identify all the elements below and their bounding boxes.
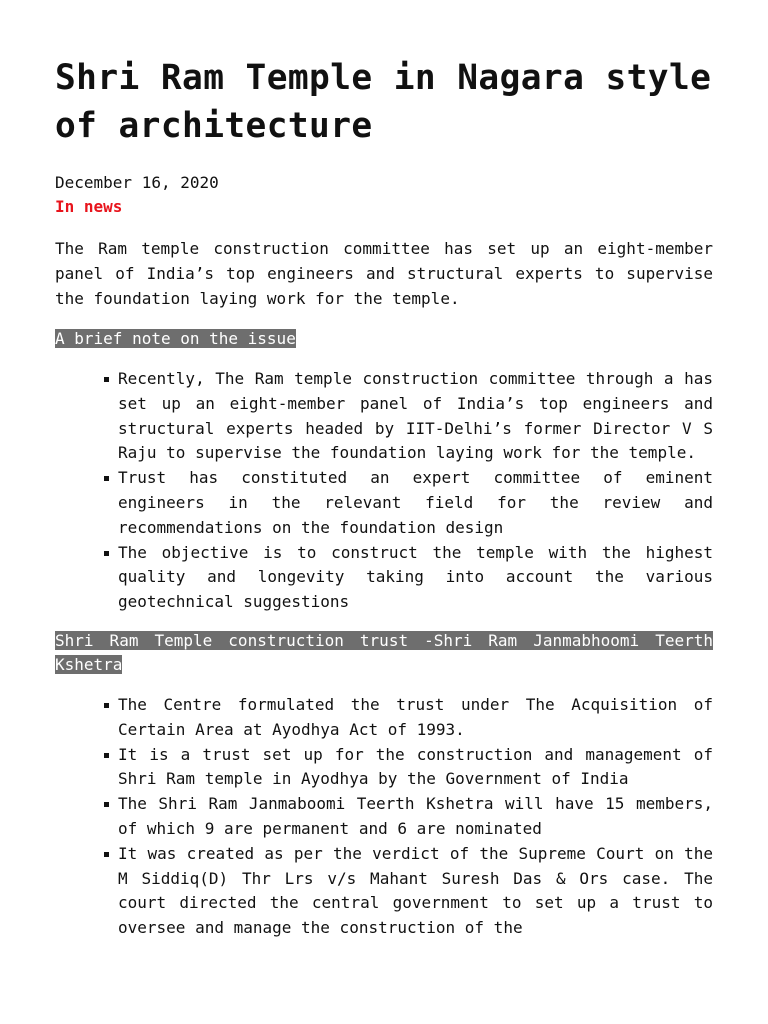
bullet-list-trust [55,693,713,941]
list-item-text: The Centre formulated the trust under The Acquisition of Certain Area at Ayodhya Act of 1993. [118,694,713,739]
list-item-text: It is a trust set up for the construction and management of Shri Ram temple in Ayodhya by the Government of India [118,744,713,789]
bullet-icon [104,476,109,481]
section-heading-text: Shri Ram Temple construction trust -Shri Ram Janmabhoomi Teerth Kshetra [55,630,713,674]
list-item [118,466,713,540]
list-item [118,693,713,743]
category-label: In news [55,197,123,216]
publish-date: December 16, 2020 [55,173,219,192]
list-item [118,842,713,941]
list-item [118,367,713,466]
bullet-list-brief-note [55,367,713,615]
list-item-text: The Shri Ram Janmaboomi Teerth Kshetra will have 15 members, of which 9 are permanent and 6 are nominated [118,794,713,838]
intro-paragraph: The Ram temple construction committee has set up an eight-member panel of India’s top engineers and structural experts to supervise the foundation laying work for the temple. [55,239,713,308]
section-heading-text: A brief note on the issue [55,329,296,348]
bullet-icon [104,852,109,857]
list-item-text: Trust has constituted an expert committee of eminent engineers in the relevant field for the review and recommendations on the foundation design [118,468,713,537]
list-item-text: Recently, The Ram temple construction committee through a has set up an eight-member panel of India’s top engineers and structural experts headed by IIT-Delhi’s former Director V S Raju to supervise the foundation laying work for the temple. [118,369,713,463]
bullet-icon [104,551,109,556]
article [55,54,713,941]
page-title: Shri Ram Temple in Nagara style of architecture [55,58,712,146]
list-item [118,743,713,793]
bullet-icon [104,802,109,807]
list-item [118,541,713,615]
bullet-icon [104,753,109,758]
section-heading-brief-note [55,327,713,351]
list-item [118,792,713,842]
bullet-icon [104,377,109,382]
section-heading-trust [55,629,713,677]
list-item-text: The objective is to construct the temple with the highest quality and longevity taking into account the various geotechnical suggestions [118,542,713,612]
bullet-icon [104,703,109,708]
list-item-text: It was created as per the verdict of the Supreme Court on the M Siddiq(D) Thr Lrs v/s Mahant Suresh Das & Ors case. The court directed the central government to set up a trust to oversee and manage the construction of the [118,843,713,938]
